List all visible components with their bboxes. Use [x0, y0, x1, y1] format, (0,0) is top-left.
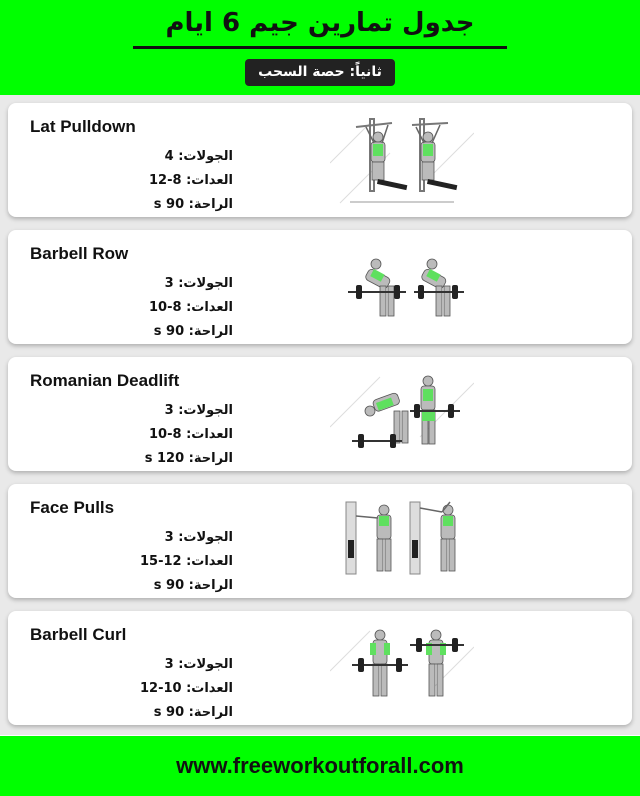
exercise-card-face-pulls [8, 484, 632, 598]
lat-pulldown-illustration [330, 113, 474, 207]
barbell-row-illustration [330, 240, 474, 334]
exercise-rest: الراحة: 90 s [153, 705, 233, 720]
exercise-rest: الراحة: 90 s [153, 578, 233, 593]
header-banner [0, 0, 640, 95]
exercise-sets: الجولات: 3 [164, 276, 233, 291]
exercise-rest: الراحة: 90 s [153, 324, 233, 339]
exercise-sets: الجولات: 3 [164, 657, 233, 672]
footer-banner [0, 736, 640, 796]
exercise-rest: الراحة: 90 s [153, 197, 233, 212]
exercise-list [0, 95, 640, 735]
exercise-card-barbell-curl [8, 611, 632, 725]
exercise-sets: الجولات: 4 [164, 149, 233, 164]
page-title: جدول تمارين جيم 6 ايام [165, 8, 475, 38]
exercise-card-romanian-deadlift [8, 357, 632, 471]
exercise-name: Barbell Curl [30, 625, 127, 644]
romanian-deadlift-illustration [330, 367, 474, 461]
exercise-reps: العدات: 10-12 [139, 681, 233, 696]
exercise-reps: العدات: 8-10 [149, 427, 233, 442]
exercise-sets: الجولات: 3 [164, 530, 233, 545]
exercise-card-lat-pulldown [8, 103, 632, 217]
exercise-name: Barbell Row [30, 244, 129, 263]
barbell-curl-illustration [330, 621, 474, 715]
exercise-name: Romanian Deadlift [30, 371, 180, 390]
exercise-reps: العدات: 8-12 [149, 173, 233, 188]
exercise-reps: العدات: 8-10 [149, 300, 233, 315]
exercise-name: Face Pulls [30, 498, 115, 517]
website-url[interactable]: www.freeworkoutforall.com [176, 753, 464, 778]
face-pulls-illustration [330, 494, 474, 588]
exercise-sets: الجولات: 3 [164, 403, 233, 418]
exercise-card-barbell-row [8, 230, 632, 344]
title-divider [133, 46, 507, 49]
exercise-name: Lat Pulldown [30, 117, 136, 136]
exercise-rest: الراحة: 120 s [144, 451, 233, 466]
section-badge: ثانياً: حصة السحب [245, 59, 395, 86]
exercise-reps: العدات: 12-15 [139, 554, 233, 569]
